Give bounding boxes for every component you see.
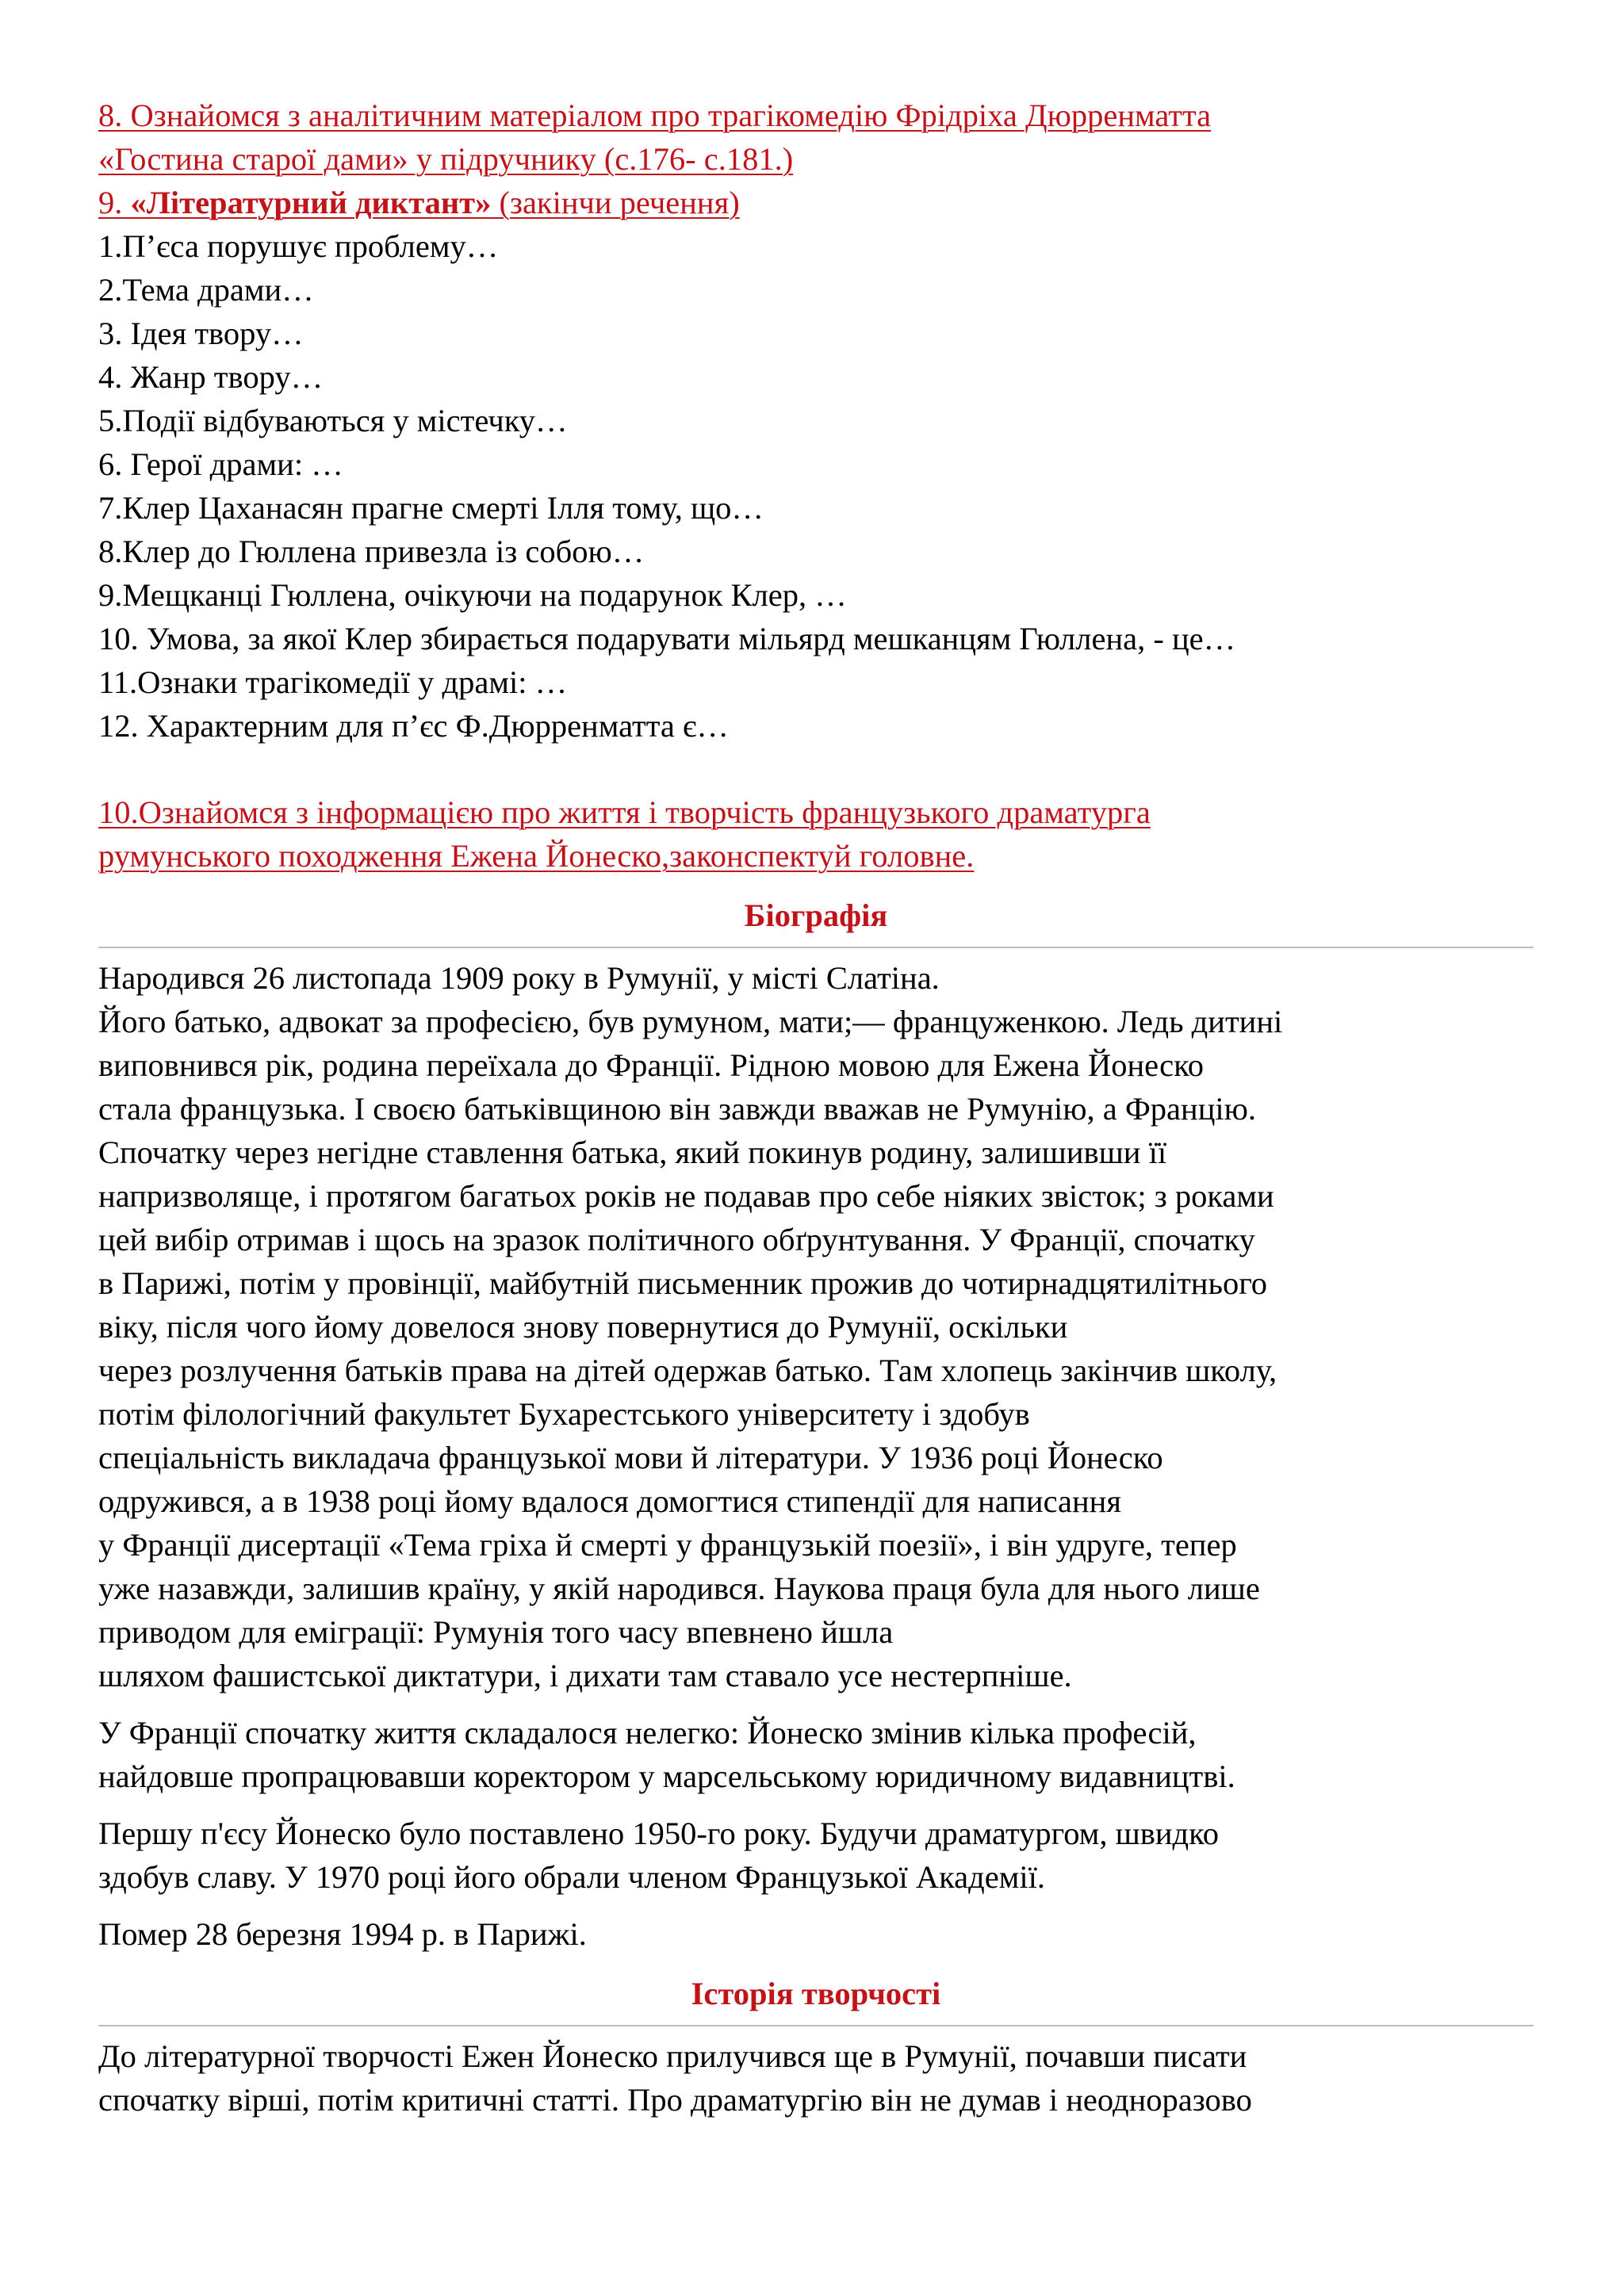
paragraph-line: Помер 28 березня 1994 р. в Парижі. bbox=[98, 1916, 587, 1952]
task9-title bbox=[98, 181, 1534, 224]
task8-line2: «Гостина старої дами» у підручнику (с.176- с.181.) bbox=[98, 141, 794, 177]
author-link[interactable]: Фрідріха Дюрренматта bbox=[895, 98, 1212, 133]
paragraph-line: Його батько, адвокат за професією, був румуном, мати;— француженкою. Ледь дитині bbox=[98, 1004, 1283, 1039]
paragraph-line: найдовше пропрацювавши коректором у марсельському юридичному видавництві. bbox=[98, 1758, 1235, 1794]
biography-paragraph-4 bbox=[98, 1912, 1534, 1956]
paragraph-line: стала французька. І своєю батьківщиною він завжди вважав не Румунію, а Францію. bbox=[98, 1091, 1257, 1127]
task9-number: 9. bbox=[98, 185, 131, 220]
biography-paragraph-3 bbox=[98, 1812, 1534, 1899]
paragraph-line: виповнився рік, родина переїхала до Франції. Рідною мовою для Ежена Йонеско bbox=[98, 1047, 1204, 1083]
list-item: 11.Ознаки трагікомедії у драмі: … bbox=[98, 664, 568, 700]
list-item: 8.Клер до Гюллена привезла із собою… bbox=[98, 534, 645, 569]
paragraph-line: Народився 26 листопада 1909 року в Румунії, у місті Слатіна. bbox=[98, 960, 940, 996]
biography-paragraph-1 bbox=[98, 956, 1534, 1697]
biography-heading: Біографія bbox=[98, 894, 1534, 948]
paragraph-line: напризволяще, і протягом багатьох років не подавав про себе ніяких звісток; з роками bbox=[98, 1178, 1274, 1214]
paragraph-line: в Парижі, потім у провінції, майбутній письменник прожив до чотирнадцятилітнього bbox=[98, 1265, 1268, 1301]
paragraph-line: Спочатку через негідне ставлення батька, який покинув родину, залишивши її bbox=[98, 1135, 1167, 1170]
paragraph-line: уже назавжди, залишив країну, у якій народився. Наукова праця була для нього лише bbox=[98, 1571, 1260, 1606]
list-item: 1.Пʼєса порушує проблему… bbox=[98, 228, 499, 264]
paragraph-line: потім філологічний факультет Бухарестського університету і здобув bbox=[98, 1396, 1030, 1432]
list-item: 2.Тема драми… bbox=[98, 272, 314, 308]
task10-line2: румунського походження Ежена Йонеско,законспектуй головне. bbox=[98, 838, 975, 874]
task9-instruction: (закінчи речення) bbox=[491, 185, 740, 220]
creative-history-heading: Історія творчості bbox=[98, 1972, 1534, 2026]
list-item: 7.Клер Цаханасян прагне смерті Ілля тому, що… bbox=[98, 490, 764, 526]
task8-line1 bbox=[98, 94, 1534, 137]
list-item: 10. Умова, за якої Клер збирається подарувати мільярд мешканцям Гюллена, - це… bbox=[98, 621, 1236, 656]
paragraph-line: у Франції дисертації «Тема гріха й смерті у французькій поезії», і він удруге, тепер bbox=[98, 1527, 1237, 1563]
list-item: 4. Жанр твору… bbox=[98, 359, 324, 395]
biography-paragraph-2 bbox=[98, 1711, 1534, 1798]
list-item: 12. Характерним для п’єс Ф.Дюрренматта є… bbox=[98, 708, 729, 744]
paragraph-line: цей вибір отримав і щось на зразок політичного обґрунтування. У Франції, спочатку bbox=[98, 1222, 1255, 1257]
document-page bbox=[98, 94, 1534, 2135]
paragraph-line: через розлучення батьків права на дітей одержав батько. Там хлопець закінчив школу, bbox=[98, 1353, 1277, 1388]
task8-text: 8. Ознайомся з аналітичним матеріалом про трагікомедію bbox=[98, 98, 896, 133]
list-item: 9.Мещканці Гюллена, очікуючи на подарунок Клер, … bbox=[98, 577, 847, 613]
list-item: 5.Події відбуваються у містечку… bbox=[98, 403, 568, 438]
paragraph-line: одружився, а в 1938 році йому вдалося домогтися стипендії для написання bbox=[98, 1483, 1121, 1519]
paragraph-line: До літературної творчості Ежен Йонеско прилучився ще в Румунії, почавши писати bbox=[98, 2038, 1247, 2074]
list-item: 3. Ідея твору… bbox=[98, 316, 304, 351]
paragraph-line: У Франції спочатку життя складалося нелегко: Йонеско змінив кілька професій, bbox=[98, 1715, 1197, 1751]
paragraph-line: шляхом фашистської диктатури, і дихати там ставало усе нестерпніше. bbox=[98, 1658, 1072, 1693]
paragraph-line: приводом для еміграції: Румунія того часу впевнено йшла bbox=[98, 1614, 894, 1650]
dictation-list bbox=[98, 224, 1534, 748]
paragraph-line: Першу п'єсу Йонеско було поставлено 1950-го року. Будучи драматургом, швидко bbox=[98, 1816, 1220, 1851]
paragraph-line: віку, після чого йому довелося знову повернутися до Румунії, оскільки bbox=[98, 1309, 1068, 1345]
paragraph-line: спочатку вірші, потім критичні статті. Про драматургію він не думав і неодноразово bbox=[98, 2082, 1252, 2118]
paragraph-line: спеціальність викладача французької мови й літератури. У 1936 році Йонеско bbox=[98, 1440, 1163, 1475]
paragraph-line: здобув славу. У 1970 році його обрали членом Французької Академії. bbox=[98, 1859, 1045, 1895]
list-item: 6. Герої драми: … bbox=[98, 446, 343, 482]
task10-line1: 10.Ознайомся з інформацією про життя і творчість французького драматурга bbox=[98, 794, 1151, 830]
spacer bbox=[98, 748, 1534, 790]
task9-bold-title: «Літературний диктант» bbox=[130, 185, 492, 220]
creative-history-paragraph-1 bbox=[98, 2034, 1534, 2122]
